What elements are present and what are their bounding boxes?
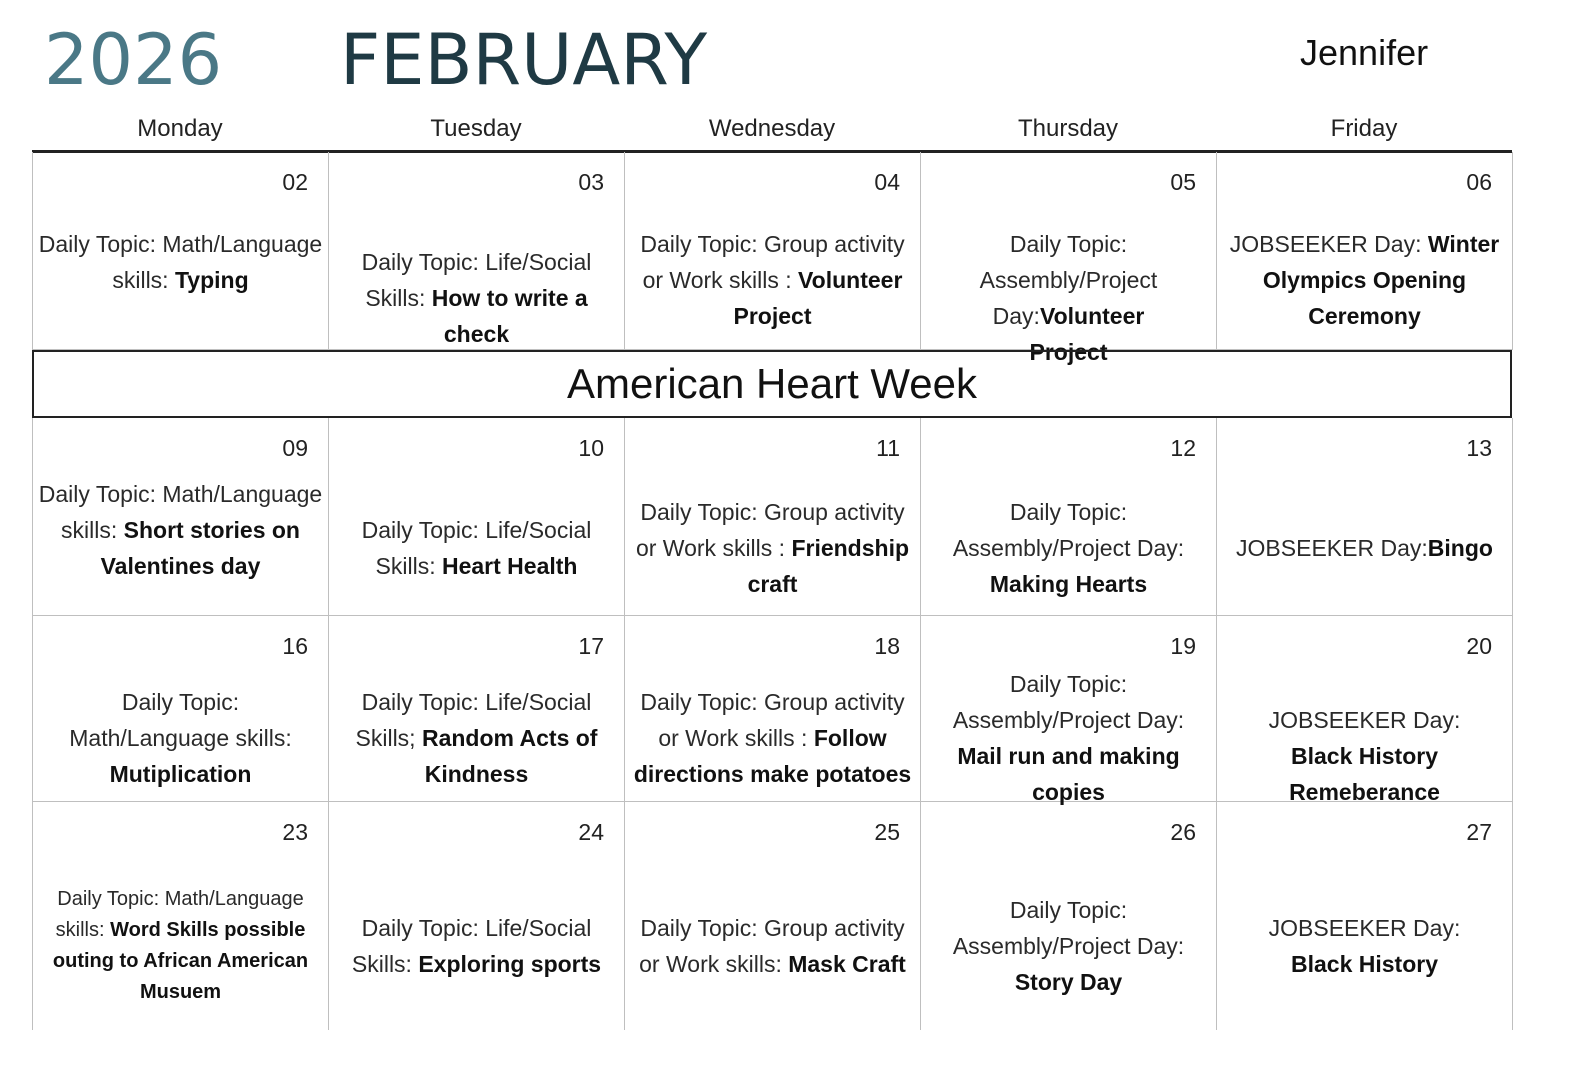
weekday-tuesday: Tuesday <box>430 115 522 142</box>
topic-detail: Exploring sports <box>418 951 602 977</box>
day-entry <box>1221 226 1508 334</box>
week-row-3 <box>32 616 1513 805</box>
topic-detail: Bingo <box>1427 535 1493 561</box>
topic-label: Daily Topic: Math/Language skills: <box>38 231 323 293</box>
day-number: 19 <box>1170 633 1196 659</box>
day-cell <box>33 418 329 616</box>
day-number: 09 <box>282 435 308 461</box>
topic-detail: Heart Health <box>441 553 578 579</box>
topic-label: Daily Topic: Group activity or Work skills : <box>635 499 905 561</box>
day-number: 10 <box>578 435 604 461</box>
day-entry <box>37 226 324 298</box>
day-cell <box>625 616 921 802</box>
topic-label: Daily Topic: Life/Social Skills: <box>361 249 592 311</box>
day-cell <box>1217 802 1513 1030</box>
topic-detail: Word Skills possible outing to African American Musuem <box>52 919 309 1003</box>
topic-label: JOBSEEKER Day: <box>1236 535 1428 561</box>
day-entry <box>1239 702 1490 810</box>
day-cell <box>1217 616 1513 805</box>
weekday-header-row <box>32 108 1512 153</box>
day-number: 27 <box>1466 819 1492 845</box>
weekday-wednesday: Wednesday <box>708 115 836 142</box>
topic-label: Daily Topic: Group activity or Work skills : <box>640 231 905 293</box>
day-cell <box>921 152 1217 365</box>
day-entry <box>63 684 298 792</box>
day-number: 26 <box>1170 819 1196 845</box>
topic-label: Daily Topic: Assembly/Project Day: <box>952 671 1185 733</box>
day-number: 18 <box>874 633 900 659</box>
topic-detail: Winter Olympics Opening Ceremony <box>1262 231 1500 329</box>
day-number: 04 <box>874 169 900 195</box>
day-cell <box>625 152 921 350</box>
day-number: 20 <box>1466 633 1492 659</box>
day-entry <box>333 512 620 584</box>
week-row-1 <box>32 152 1513 365</box>
week-row-2 <box>32 418 1513 616</box>
day-cell <box>33 802 329 1030</box>
day-number: 06 <box>1466 169 1492 195</box>
day-entry <box>629 226 916 334</box>
day-number: 11 <box>876 435 900 461</box>
topic-label: Daily Topic: Assembly/Project Day: <box>952 499 1185 561</box>
topic-label: Daily Topic: Assembly/Project Day: <box>952 897 1185 959</box>
topic-detail: Random Acts of Kindness <box>421 725 598 787</box>
topic-label: Daily Topic: Life/Social Skills: <box>361 517 592 579</box>
day-number: 17 <box>578 633 604 659</box>
topic-label: Daily Topic: Life/Social Skills; <box>355 689 592 751</box>
day-entry <box>925 494 1212 602</box>
week-row-4 <box>32 802 1513 1030</box>
topic-detail: Black History <box>1290 951 1438 977</box>
topic-label: JOBSEEKER Day: <box>1229 231 1428 257</box>
topic-detail: Typing <box>174 267 249 293</box>
heart-week-banner: American Heart Week <box>32 350 1512 418</box>
topic-label: Daily Topic: Group activity or Work skills : <box>640 689 905 751</box>
person-name: Jennifer <box>1300 32 1429 73</box>
day-entry <box>629 910 916 982</box>
topic-detail: Follow directions make potatoes <box>633 725 912 787</box>
day-entry <box>943 666 1194 810</box>
day-number: 13 <box>1466 435 1492 461</box>
day-entry <box>43 884 318 1008</box>
year-title: 2026 <box>44 19 223 101</box>
day-entry <box>629 684 916 792</box>
day-number: 02 <box>282 169 308 195</box>
day-entry <box>1239 910 1490 982</box>
topic-detail: Black History Remeberance <box>1289 743 1440 805</box>
day-entry <box>1221 530 1508 566</box>
month-title: FEBRUARY <box>340 19 708 101</box>
topic-detail: Story Day <box>1014 969 1123 995</box>
day-entry <box>925 892 1212 1000</box>
topic-label: Daily Topic: Math/Language skills: <box>38 481 323 543</box>
topic-label: Daily Topic: Assembly/Project Day: <box>979 231 1158 329</box>
weekday-friday: Friday <box>1330 115 1398 142</box>
topic-detail: Friendship craft <box>747 535 910 597</box>
topic-detail: Mutiplication <box>109 761 252 787</box>
day-number: 25 <box>874 819 900 845</box>
day-entry <box>333 244 620 352</box>
topic-label: JOBSEEKER Day: <box>1268 915 1461 941</box>
topic-detail: Mask Craft <box>788 951 906 977</box>
day-entry <box>347 684 606 792</box>
topic-detail: How to write a check <box>431 285 588 347</box>
day-cell <box>625 418 921 616</box>
topic-label: Daily Topic: Life/Social Skills: <box>351 915 592 977</box>
day-cell <box>329 616 625 802</box>
topic-label: Daily Topic: Math/Language skills: <box>69 689 292 751</box>
day-number: 03 <box>578 169 604 195</box>
day-cell <box>1217 418 1513 616</box>
day-entry <box>951 226 1186 370</box>
weekday-monday: Monday <box>137 115 223 142</box>
day-number: 16 <box>282 633 308 659</box>
topic-detail: Making Hearts <box>989 571 1148 597</box>
topic-detail: Short stories on Valentines day <box>100 517 300 579</box>
day-cell <box>921 418 1217 616</box>
day-cell <box>329 418 625 616</box>
weekday-thursday: Thursday <box>1017 115 1119 142</box>
day-cell <box>33 616 329 802</box>
day-entry <box>629 494 916 602</box>
day-entry <box>333 910 620 982</box>
topic-label: Daily Topic: Math/Language skills: <box>55 888 304 941</box>
topic-detail: Volunteer Project <box>1029 303 1145 365</box>
day-cell <box>329 802 625 1030</box>
topic-label: JOBSEEKER Day: <box>1268 707 1461 733</box>
topic-detail: Mail run and making copies <box>957 743 1180 805</box>
day-number: 12 <box>1170 435 1196 461</box>
day-cell <box>33 152 329 350</box>
topic-label: Daily Topic: Group activity or Work skills: <box>639 915 905 977</box>
day-number: 23 <box>282 819 308 845</box>
day-number: 05 <box>1170 169 1196 195</box>
day-entry <box>37 476 324 584</box>
day-cell <box>329 152 625 350</box>
day-cell <box>625 802 921 1030</box>
day-cell <box>1217 152 1513 350</box>
topic-detail: Volunteer Project <box>733 267 903 329</box>
day-cell <box>921 802 1217 1030</box>
day-number: 24 <box>578 819 604 845</box>
day-cell <box>921 616 1217 805</box>
